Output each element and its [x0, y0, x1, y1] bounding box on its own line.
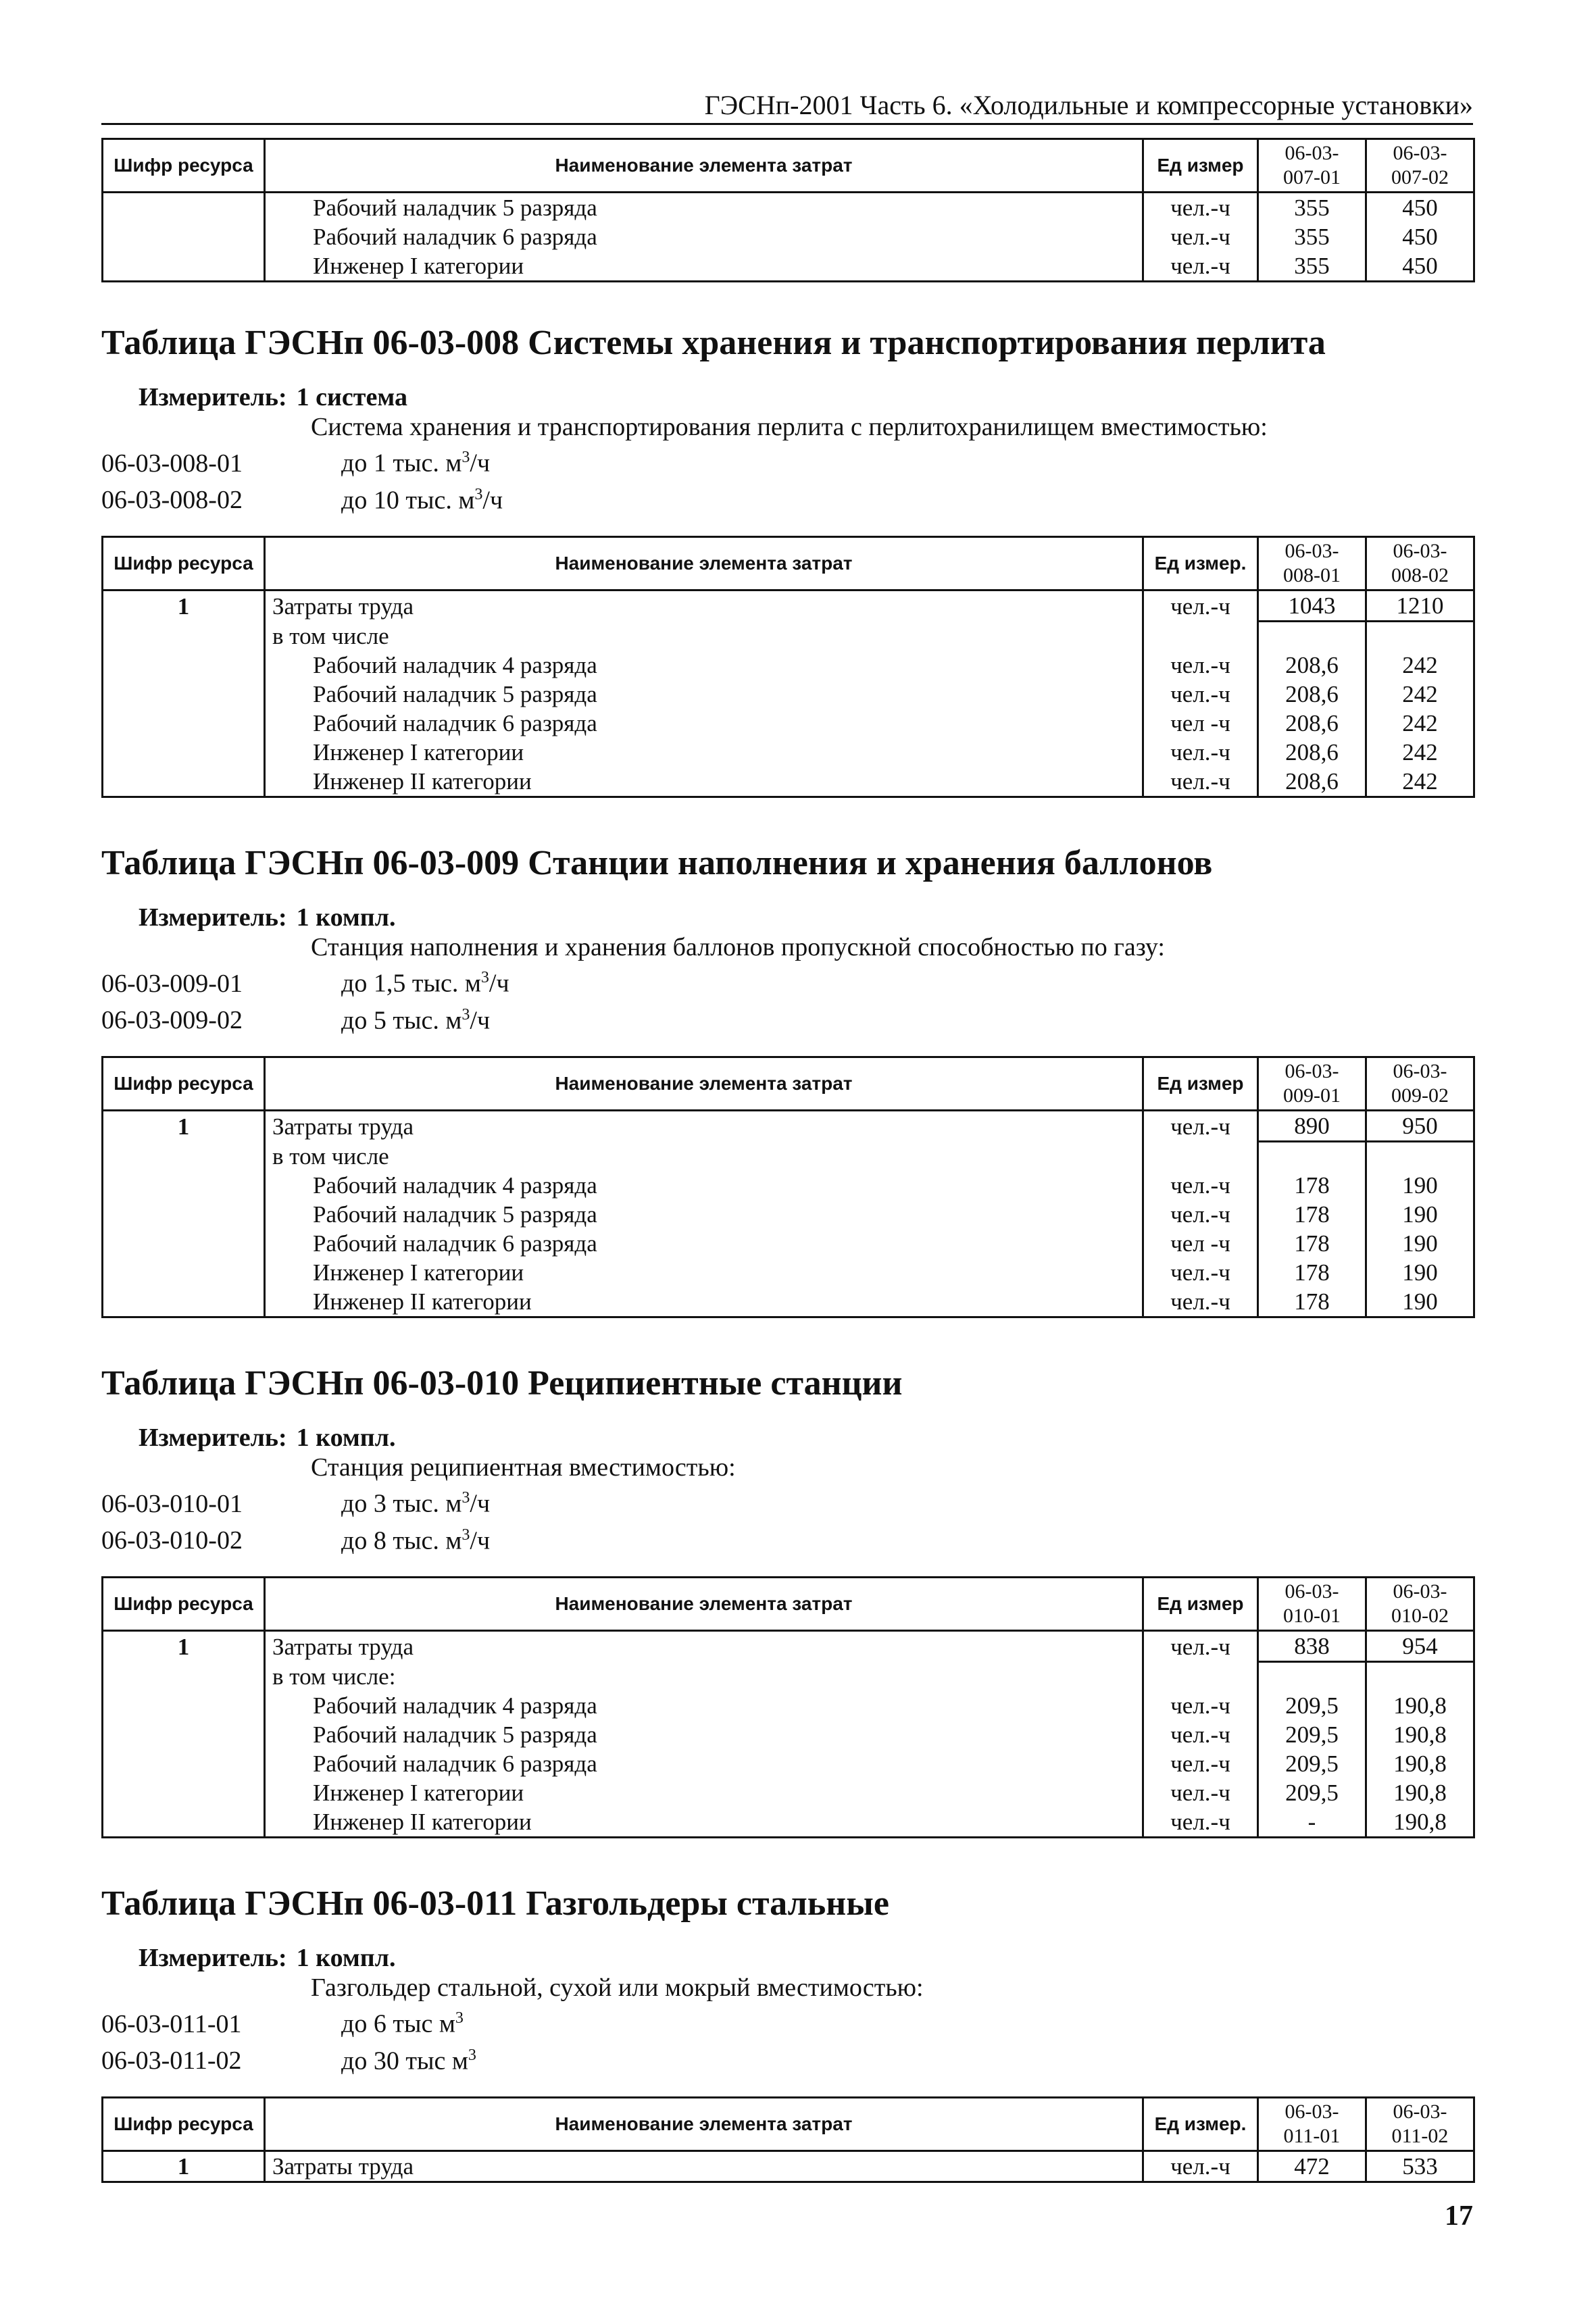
item-code: 06-03-011-01 [101, 2009, 242, 2038]
value-cell-2: 533 [1366, 2151, 1474, 2182]
value-cell-1: 208,6 [1258, 767, 1366, 797]
item-code: 06-03-011-02 [101, 2046, 242, 2076]
item-text: до 1,5 тыс. м [341, 969, 481, 998]
header-col2: 06-03- 011-02 [1366, 2098, 1474, 2151]
name-cell: в том числе [265, 1142, 1143, 1171]
table-row [103, 1778, 1474, 1807]
item-row [101, 1482, 1473, 1519]
value-cell-2: 190,8 [1366, 1691, 1474, 1720]
value-cell-1: 208,6 [1258, 651, 1366, 680]
table-row [103, 1691, 1474, 1720]
name-cell: Рабочий наладчик 6 разряда [265, 222, 1143, 251]
table-title: Таблица ГЭСНп 06-03-011 Газгольдеры стальные [101, 1884, 889, 1923]
unit-cell: чел.-ч [1143, 590, 1258, 622]
value-cell-2: 1210 [1366, 590, 1474, 622]
item-row [101, 2040, 1473, 2077]
item-sup: 3 [455, 2009, 464, 2027]
value-cell-2: 190,8 [1366, 1807, 1474, 1838]
unit-cell: чел.-ч [1143, 651, 1258, 680]
header-unit: Ед измер [1143, 1578, 1258, 1631]
item-sup: 3 [480, 969, 489, 986]
name-cell: Инженер II категории [265, 1807, 1143, 1838]
value-cell-2: 954 [1366, 1631, 1474, 1662]
item-tail: /ч [470, 1489, 491, 1518]
table-row [103, 1631, 1474, 1662]
meter-value: 1 система [296, 383, 407, 411]
item-sup: 3 [462, 1526, 470, 1544]
meter-label: Измеритель: [139, 1944, 287, 1972]
code-cell [103, 1778, 265, 1807]
value-cell-2 [1366, 1142, 1474, 1171]
header-col2: 06-03- 010-02 [1366, 1578, 1474, 1631]
table-011-block [101, 1884, 1473, 2183]
header-rule [101, 123, 1473, 125]
header-unit: Ед измер. [1143, 537, 1258, 590]
header-name: Наименование элемента затрат [265, 537, 1143, 590]
code-cell [103, 709, 265, 738]
value-cell-1: 355 [1258, 251, 1366, 282]
header-unit: Ед измер. [1143, 2098, 1258, 2151]
meter-value: 1 компл. [296, 903, 396, 932]
header-col2: 06-03- 009-02 [1366, 1057, 1474, 1111]
value-cell-1: 838 [1258, 1631, 1366, 1662]
value-cell-1: 209,5 [1258, 1691, 1366, 1720]
item-text: до 8 тыс. м [341, 1526, 462, 1555]
name-cell: Рабочий наладчик 4 разряда [265, 1691, 1143, 1720]
name-cell: Затраты труда [265, 1111, 1143, 1142]
item-code: 06-03-008-01 [101, 449, 243, 478]
code-cell [103, 1258, 265, 1287]
item-text: до 3 тыс. м [341, 1489, 462, 1518]
header-name: Наименование элемента затрат [265, 1057, 1143, 1111]
table-row [103, 680, 1474, 709]
table-row [103, 1807, 1474, 1838]
table-header-row [103, 139, 1474, 193]
item-sup: 3 [462, 1489, 470, 1507]
value-cell-1 [1258, 622, 1366, 651]
description: Станция наполнения и хранения баллонов пропускной способностью по газу: [311, 933, 1165, 961]
value-cell-1: 355 [1258, 193, 1366, 223]
table-row [103, 1171, 1474, 1200]
value-cell-1: 209,5 [1258, 1749, 1366, 1778]
name-cell: Затраты труда [265, 590, 1143, 622]
table-row [103, 1287, 1474, 1317]
page-number: 17 [1445, 2200, 1473, 2232]
meter-label: Измеритель: [139, 1424, 287, 1452]
unit-cell: чел.-ч [1143, 680, 1258, 709]
code-cell [103, 1749, 265, 1778]
item-tail: /ч [470, 1006, 491, 1035]
item-tail: /ч [470, 449, 491, 478]
unit-cell: чел.-ч [1143, 1631, 1258, 1662]
code-cell [103, 680, 265, 709]
header-name: Наименование элемента затрат [265, 1578, 1143, 1631]
description: Система хранения и транспортирования перлита с перлитохранилищем вместимостью: [311, 413, 1268, 441]
name-cell: Рабочий наладчик 5 разряда [265, 680, 1143, 709]
code-cell: 1 [103, 590, 265, 622]
unit-cell: чел -ч [1143, 1229, 1258, 1258]
item-row [101, 2003, 1473, 2040]
meter [101, 1943, 1473, 1973]
value-cell-1: 209,5 [1258, 1720, 1366, 1749]
code-cell [103, 767, 265, 797]
value-cell-1: 355 [1258, 222, 1366, 251]
table-row [103, 767, 1474, 797]
header-unit: Ед измер [1143, 1057, 1258, 1111]
value-cell-1: 178 [1258, 1200, 1366, 1229]
value-cell-2: 190 [1366, 1258, 1474, 1287]
name-cell: Инженер I категории [265, 738, 1143, 767]
value-cell-1: 178 [1258, 1171, 1366, 1200]
unit-cell [1143, 1662, 1258, 1691]
table-009-block [101, 843, 1473, 1318]
header-unit: Ед измер [1143, 139, 1258, 193]
value-cell-1: 178 [1258, 1258, 1366, 1287]
value-cell-2: 450 [1366, 193, 1474, 223]
meter [101, 903, 1473, 932]
unit-cell: чел -ч [1143, 709, 1258, 738]
name-cell: Затраты труда [265, 2151, 1143, 2182]
unit-cell: чел.-ч [1143, 767, 1258, 797]
table-row [103, 1142, 1474, 1171]
code-cell [103, 738, 265, 767]
header-col1: 06-03- 010-01 [1258, 1578, 1366, 1631]
code-cell [103, 651, 265, 680]
header-code: Шифр ресурса [103, 537, 265, 590]
unit-cell: чел.-ч [1143, 1749, 1258, 1778]
header-col2: 06-03- 008-02 [1366, 537, 1474, 590]
table-title: Таблица ГЭСНп 06-03-008 Системы хранения и транспортирования перлита [101, 324, 1326, 362]
meter [101, 1423, 1473, 1453]
item-row [101, 999, 1473, 1036]
name-cell: Рабочий наладчик 4 разряда [265, 1171, 1143, 1200]
unit-cell: чел.-ч [1143, 1287, 1258, 1317]
unit-cell: чел.-ч [1143, 1200, 1258, 1229]
table-010 [101, 1576, 1475, 1838]
unit-cell: чел.-ч [1143, 222, 1258, 251]
unit-cell: чел.-ч [1143, 193, 1258, 223]
name-cell: Инженер I категории [265, 251, 1143, 282]
table-row [103, 222, 1474, 251]
value-cell-1: 1043 [1258, 590, 1366, 622]
unit-cell: чел.-ч [1143, 1171, 1258, 1200]
code-cell [103, 622, 265, 651]
value-cell-2: 190,8 [1366, 1778, 1474, 1807]
meter [101, 382, 1473, 412]
table-row [103, 1200, 1474, 1229]
header-col1: 06-03- 007-01 [1258, 139, 1366, 193]
description: Станция реципиентная вместимостью: [311, 1453, 736, 1482]
item-code: 06-03-009-01 [101, 969, 243, 998]
table-title: Таблица ГЭСНп 06-03-010 Реципиентные станции [101, 1364, 903, 1403]
header-col2: 06-03- 007-02 [1366, 139, 1474, 193]
continuation-table [101, 138, 1475, 282]
header-col1: 06-03- 009-01 [1258, 1057, 1366, 1111]
code-cell [103, 1229, 265, 1258]
description: Газгольдер стальной, сухой или мокрый вместимостью: [311, 1973, 924, 2002]
name-cell: Инженер I категории [265, 1258, 1143, 1287]
name-cell: Рабочий наладчик 5 разряда [265, 1720, 1143, 1749]
code-cell [103, 1142, 265, 1171]
code-cell: 1 [103, 2151, 265, 2182]
table-row [103, 738, 1474, 767]
value-cell-2: 450 [1366, 222, 1474, 251]
value-cell-2 [1366, 1662, 1474, 1691]
code-cell [103, 1171, 265, 1200]
value-cell-1: 208,6 [1258, 680, 1366, 709]
code-cell [103, 222, 265, 251]
code-cell [103, 1807, 265, 1838]
value-cell-2: 190,8 [1366, 1720, 1474, 1749]
code-cell [103, 1691, 265, 1720]
value-cell-1: 208,6 [1258, 709, 1366, 738]
item-tail: /ч [470, 1526, 491, 1555]
item-text: до 30 тыс м [341, 2046, 468, 2076]
name-cell: в том числе: [265, 1662, 1143, 1691]
table-row [103, 1662, 1474, 1691]
meter-value: 1 компл. [296, 1424, 396, 1452]
header-code: Шифр ресурса [103, 139, 265, 193]
item-row [101, 479, 1473, 516]
table-008 [101, 536, 1475, 798]
table-008-block [101, 323, 1473, 798]
code-cell: 1 [103, 1111, 265, 1142]
continuation-table-block [101, 138, 1473, 282]
value-cell-2: 190 [1366, 1200, 1474, 1229]
value-cell-2: 190 [1366, 1171, 1474, 1200]
table-row [103, 251, 1474, 282]
item-sup: 3 [462, 449, 470, 466]
table-row [103, 1111, 1474, 1142]
name-cell: Рабочий наладчик 5 разряда [265, 1200, 1143, 1229]
value-cell-1 [1258, 1142, 1366, 1171]
header-code: Шифр ресурса [103, 2098, 265, 2151]
unit-cell: чел.-ч [1143, 1778, 1258, 1807]
meter-label: Измеритель: [139, 383, 287, 411]
item-sup: 3 [474, 485, 483, 503]
value-cell-2: 242 [1366, 738, 1474, 767]
item-code: 06-03-009-02 [101, 1006, 243, 1035]
value-cell-1: 178 [1258, 1287, 1366, 1317]
value-cell-1: 209,5 [1258, 1778, 1366, 1807]
name-cell: Рабочий наладчик 6 разряда [265, 1749, 1143, 1778]
value-cell-2: 190 [1366, 1287, 1474, 1317]
name-cell: Инженер II категории [265, 767, 1143, 797]
code-cell [103, 1287, 265, 1317]
table-row [103, 622, 1474, 651]
code-cell [103, 1720, 265, 1749]
name-cell: в том числе [265, 622, 1143, 651]
header-col1: 06-03- 011-01 [1258, 2098, 1366, 2151]
header-name: Наименование элемента затрат [265, 2098, 1143, 2151]
value-cell-1: 178 [1258, 1229, 1366, 1258]
name-cell: Инженер I категории [265, 1778, 1143, 1807]
code-cell [103, 193, 265, 223]
item-text: до 5 тыс. м [341, 1006, 462, 1035]
running-title: ГЭСНп-2001 Часть 6. «Холодильные и компрессорные установки» [704, 90, 1473, 120]
meter-label: Измеритель: [139, 903, 287, 932]
name-cell: Рабочий наладчик 4 разряда [265, 651, 1143, 680]
value-cell-1: 208,6 [1258, 738, 1366, 767]
meter-value: 1 компл. [296, 1944, 396, 1972]
unit-cell: чел.-ч [1143, 1807, 1258, 1838]
unit-cell: чел.-ч [1143, 1111, 1258, 1142]
table-row [103, 1229, 1474, 1258]
value-cell-2: 190 [1366, 1229, 1474, 1258]
item-code: 06-03-010-02 [101, 1526, 243, 1555]
header-col1: 06-03- 008-01 [1258, 537, 1366, 590]
unit-cell: чел.-ч [1143, 251, 1258, 282]
name-cell: Затраты труда [265, 1631, 1143, 1662]
unit-cell: чел.-ч [1143, 1720, 1258, 1749]
item-row [101, 442, 1473, 479]
unit-cell: чел.-ч [1143, 2151, 1258, 2182]
table-title: Таблица ГЭСНп 06-03-009 Станции наполнения и хранения баллонов [101, 844, 1213, 882]
name-cell: Инженер II категории [265, 1287, 1143, 1317]
table-header-row [103, 2098, 1474, 2151]
table-009 [101, 1056, 1475, 1318]
item-code: 06-03-010-01 [101, 1489, 243, 1518]
value-cell-2: 242 [1366, 651, 1474, 680]
item-text: до 6 тыс м [341, 2009, 455, 2038]
table-row [103, 193, 1474, 223]
value-cell-2: 950 [1366, 1111, 1474, 1142]
value-cell-2: 450 [1366, 251, 1474, 282]
code-cell: 1 [103, 1631, 265, 1662]
table-header-row [103, 537, 1474, 590]
table-row [103, 1720, 1474, 1749]
value-cell-2 [1366, 622, 1474, 651]
table-row [103, 651, 1474, 680]
code-cell [103, 1200, 265, 1229]
unit-cell: чел.-ч [1143, 738, 1258, 767]
value-cell-2: 242 [1366, 767, 1474, 797]
value-cell-2: 190,8 [1366, 1749, 1474, 1778]
table-010-block [101, 1363, 1473, 1838]
item-text: до 1 тыс. м [341, 449, 462, 478]
header-code: Шифр ресурса [103, 1578, 265, 1631]
unit-cell [1143, 1142, 1258, 1171]
code-cell [103, 1662, 265, 1691]
table-row [103, 1258, 1474, 1287]
value-cell-1 [1258, 1662, 1366, 1691]
table-header-row [103, 1057, 1474, 1111]
table-header-row [103, 1578, 1474, 1631]
value-cell-1: 472 [1258, 2151, 1366, 2182]
item-row [101, 1519, 1473, 1557]
item-tail: /ч [482, 486, 503, 515]
value-cell-1: - [1258, 1807, 1366, 1838]
item-tail: /ч [489, 969, 509, 998]
name-cell: Рабочий наладчик 6 разряда [265, 709, 1143, 738]
header-code: Шифр ресурса [103, 1057, 265, 1111]
item-sup: 3 [462, 1005, 470, 1024]
table-row [103, 1749, 1474, 1778]
unit-cell: чел.-ч [1143, 1258, 1258, 1287]
unit-cell [1143, 622, 1258, 651]
name-cell: Рабочий наладчик 5 разряда [265, 193, 1143, 223]
header-name: Наименование элемента затрат [265, 139, 1143, 193]
item-text: до 10 тыс. м [341, 486, 475, 515]
unit-cell: чел.-ч [1143, 1691, 1258, 1720]
value-cell-2: 242 [1366, 680, 1474, 709]
item-row [101, 962, 1473, 999]
code-cell [103, 251, 265, 282]
name-cell: Рабочий наладчик 6 разряда [265, 1229, 1143, 1258]
item-code: 06-03-008-02 [101, 486, 243, 515]
item-sup: 3 [468, 2046, 476, 2064]
table-row [103, 590, 1474, 622]
table-row [103, 709, 1474, 738]
table-row [103, 2151, 1474, 2182]
value-cell-2: 242 [1366, 709, 1474, 738]
value-cell-1: 890 [1258, 1111, 1366, 1142]
table-011 [101, 2096, 1475, 2183]
